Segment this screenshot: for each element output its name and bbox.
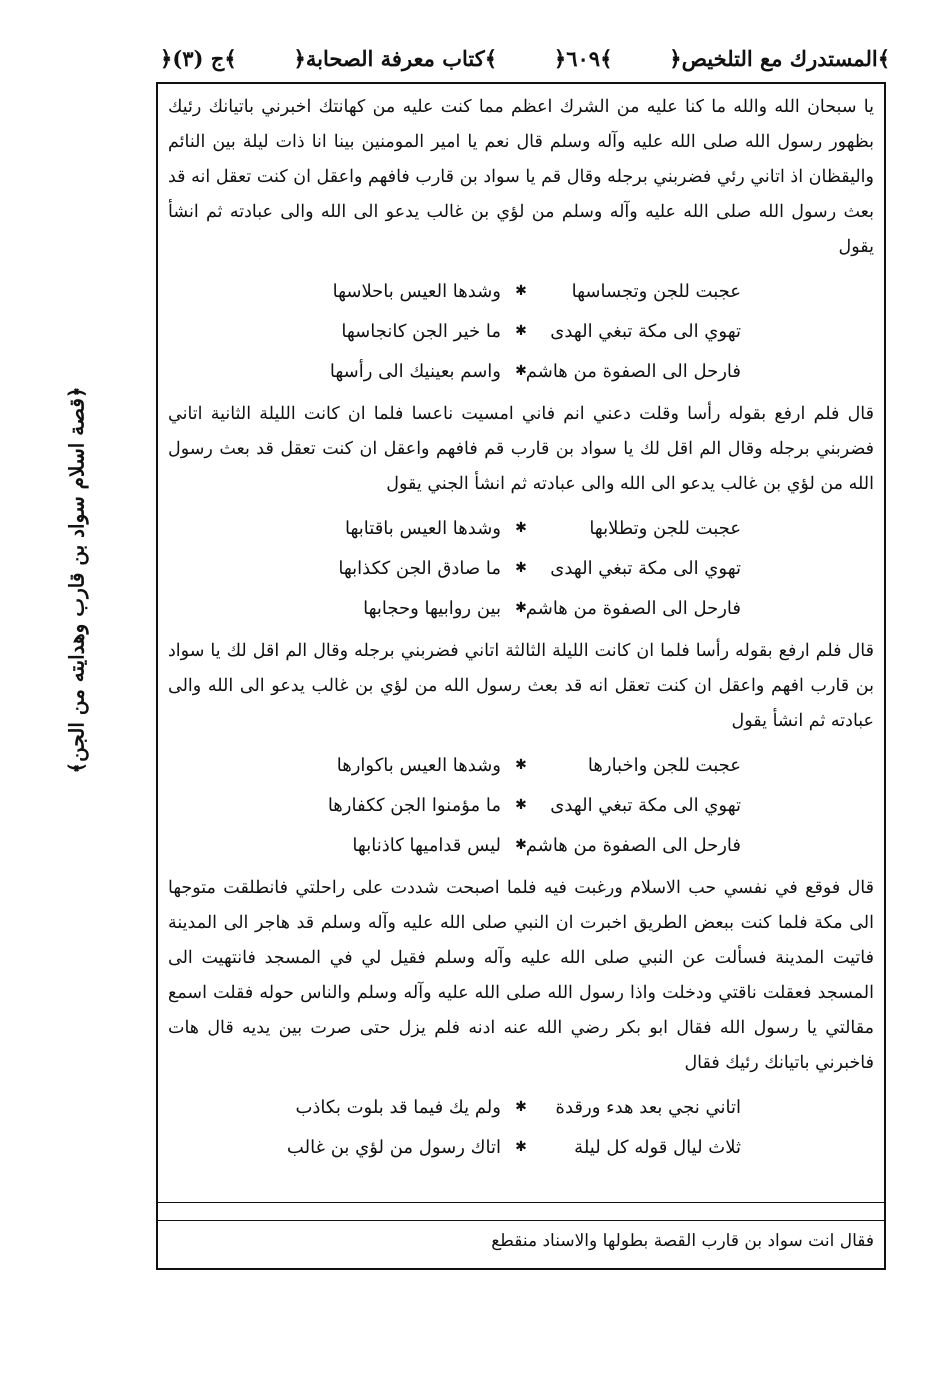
verse-second-hemistich: ما مؤمنوا الجن ككفارها [327, 794, 501, 816]
page-number: ﴿٦٠٩﴾ [553, 45, 613, 71]
footnote: فقال انت سواد بن قارب القصة بطولها والاسناد منقطع [491, 1231, 874, 1251]
verse-separator-icon: ✱ [515, 559, 527, 576]
poem [168, 508, 874, 628]
verse-second-hemistich: ولم يك فيما قد بلوت بكاذب [295, 1096, 501, 1118]
verse-separator-icon [501, 1170, 541, 1175]
verse-second-hemistich: وشدها العيس باقتابها [345, 517, 501, 539]
verse-separator-icon: ✱ [515, 519, 527, 536]
main-text [158, 84, 884, 1174]
page-frame [156, 82, 886, 1270]
page-header [160, 40, 890, 76]
verse-line [168, 1087, 874, 1127]
verse-separator-icon: ✱ [515, 796, 527, 813]
verse-line [168, 1127, 874, 1167]
sidebar-note-text: ﴿قصة اسلام سواد بن قارب وهدايته من الجن﴾ [65, 386, 90, 774]
verse-line [168, 825, 874, 865]
paragraph: يا سبحان الله والله ما كنا عليه من الشرك اعظم مما كنت عليه من كهانتك اخبرني باتيانك رئيك بظهور رسول الله صلى الله عليه وآله وسلم قال نعم يا امير المومنين بينا انا ذات ليلة بين النائم واليقظان اذ اتاني رئي فضربني برجله وقال قم يا سواد بن قارب فافهم واعقل ان كنت تعقل انه قد بعث رسول الله صلى الله عليه وآله وسلم من لؤي بن غالب يدعو الى الله والى عبادته ثم انشأ يقول [168, 97, 874, 257]
poem [168, 1087, 874, 1174]
divider [158, 1202, 884, 1203]
verse-first-hemistich [541, 1170, 741, 1175]
verse-line [168, 311, 874, 351]
verse-line [168, 588, 874, 628]
verse-second-hemistich: ليس قداميها كاذنابها [352, 834, 501, 856]
volume-number: ﴿ج (٣)﴾ [160, 45, 237, 71]
verse-line [168, 1167, 874, 1174]
verse-second-hemistich: ما صادق الجن ككذابها [338, 557, 501, 579]
verse-first-hemistich: تهوي الى مكة تبغي الهدى [550, 320, 741, 342]
verse-first-hemistich: فارحل الى الصفوة من هاشم [525, 597, 741, 619]
paragraph: قال فلم ارفع بقوله رأسا فلما ان كانت الليلة الثالثة اتاني فضربني برجله وقال الم اقل لك يا سواد بن قارب افهم واعقل ان كنت تعقل انه قد بعث رسول الله من لؤي بن غالب يدعو الى الله والى عبادته ثم انشأ يقول [168, 641, 874, 731]
verse-second-hemistich [301, 1170, 501, 1175]
verse-line [168, 351, 874, 391]
verse-first-hemistich: عجبت للجن وتجساسها [571, 280, 741, 302]
verse-first-hemistich: اتاني نجي بعد هدء ورقدة [555, 1096, 741, 1118]
verse-line [168, 548, 874, 588]
verse-first-hemistich: تهوي الى مكة تبغي الهدى [550, 794, 741, 816]
paragraph: قال فلم ارفع بقوله رأسا وقلت دعني انم فاني امسيت ناعسا فلما ان كانت الليلة الثانية اتاني فضربني برجله وقال الم اقل لك يا سواد بن قارب قم فافهم واعقل ان كنت تعقل قد بعث رسول الله من لؤي بن غالب يدعو الى الله والى عبادته ثم انشأ الجني يقول [168, 404, 874, 494]
verse-first-hemistich: فارحل الى الصفوة من هاشم [525, 834, 741, 856]
verse-first-hemistich: ثلاث ليال قوله كل ليلة [574, 1136, 741, 1158]
verse-line [168, 785, 874, 825]
sidebar-note [42, 380, 112, 780]
verse-separator-icon: ✱ [515, 1098, 527, 1115]
verse-first-hemistich: فارحل الى الصفوة من هاشم [525, 360, 741, 382]
verse-second-hemistich: اتاك رسول من لؤي بن غالب [286, 1136, 501, 1158]
verse-separator-icon: ✱ [515, 1138, 527, 1155]
verse-first-hemistich: تهوي الى مكة تبغي الهدى [550, 557, 741, 579]
verse-separator-icon: ✱ [515, 599, 527, 616]
verse-separator-icon: ✱ [515, 756, 527, 773]
verse-line [168, 745, 874, 785]
poem [168, 271, 874, 391]
verse-second-hemistich: وشدها العيس باكوارها [336, 754, 501, 776]
poem [168, 745, 874, 865]
verse-separator-icon: ✱ [515, 322, 527, 339]
book-title: ﴿المستدرك مع التلخيص﴾ [669, 45, 890, 71]
verse-second-hemistich: بين روابيها وحجابها [363, 597, 501, 619]
verse-separator-icon: ✱ [515, 836, 527, 853]
verse-first-hemistich: عجبت للجن واخبارها [587, 754, 741, 776]
divider [158, 1220, 884, 1221]
paragraph: قال فوقع في نفسي حب الاسلام ورغبت فيه فلما اصبحت شددت على راحلتي فانطلقت متوجها الى مكة فلما كنت ببعض الطريق اخبرت ان النبي صلى الله عليه وآله وسلم قد هاجر الى المدينة فاتيت المدينة فسألت عن النبي صلى الله عليه وآله وسلم فقيل لي في المسجد فانتهيت الى المسجد فعقلت ناقتي ودخلت واذا رسول الله صلى الله عليه وآله وسلم والناس حوله فقلت اسمع مقالتي يا رسول الله فقال ابو بكر رضي الله عنه ادنه فلم يزل حتى صرت بين يديه قال هات فاخبرني باتيانك رئيك فقال [168, 878, 874, 1073]
verse-first-hemistich: عجبت للجن وتطلابها [589, 517, 741, 539]
verse-separator-icon: ✱ [515, 282, 527, 299]
verse-second-hemistich: وشدها العيس باحلاسها [332, 280, 501, 302]
verse-separator-icon: ✱ [515, 362, 527, 379]
verse-line [168, 508, 874, 548]
verse-second-hemistich: واسم بعينيك الى رأسها [329, 360, 501, 382]
section-title: ﴿كتاب معرفة الصحابة﴾ [293, 45, 498, 71]
verse-second-hemistich: ما خير الجن كانجاسها [341, 320, 501, 342]
verse-line [168, 271, 874, 311]
